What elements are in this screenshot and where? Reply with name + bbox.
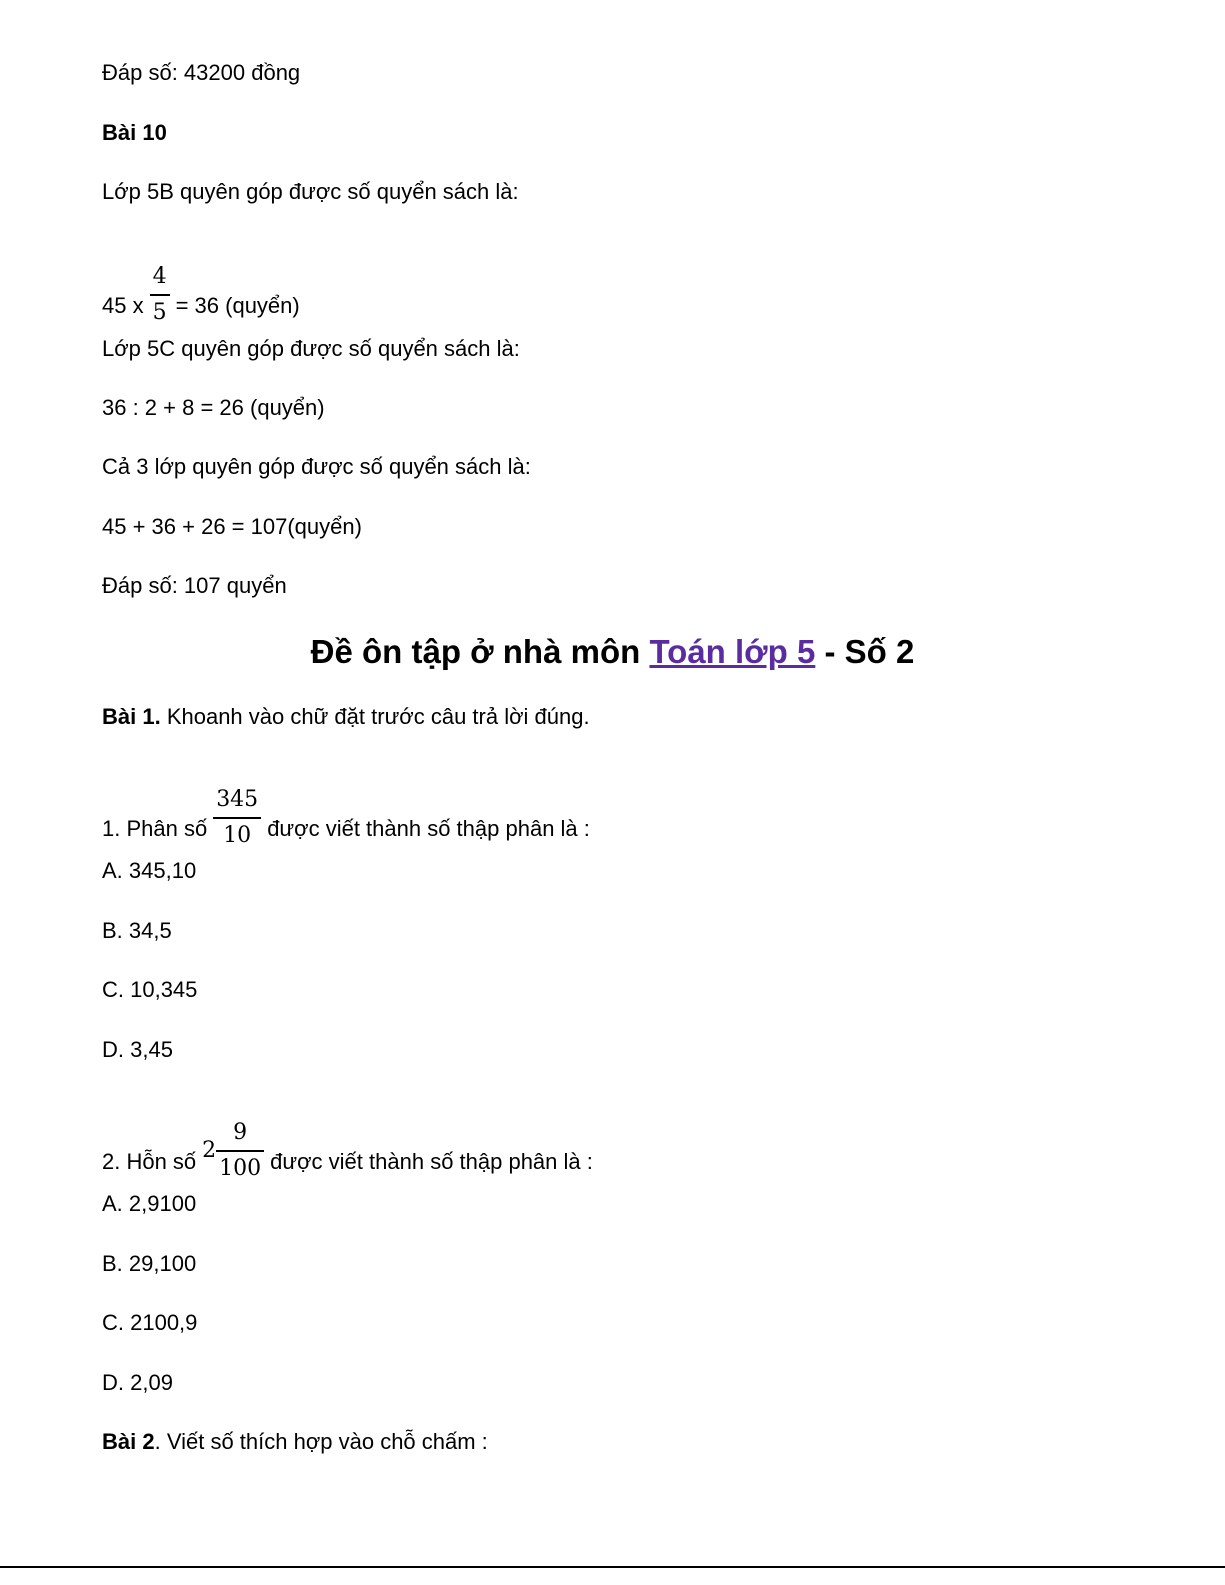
bai10-line-5c: Lớp 5C quyên góp được số quyển sách là: xyxy=(102,336,520,361)
calc-5b-result: = 36 (quyển) xyxy=(175,292,300,318)
calc-5b-prefix: 45 x xyxy=(102,292,144,318)
section-heading xyxy=(0,632,1225,672)
bai10-calc-5b xyxy=(102,264,300,338)
q1-option-c: C. 10,345 xyxy=(102,977,198,1002)
q1-suffix: được viết thành số thập phân là : xyxy=(267,815,590,841)
fraction-numerator: 4 xyxy=(150,264,170,296)
fraction-numerator: 345 xyxy=(213,787,261,819)
heading-suffix: - Số 2 xyxy=(815,633,915,670)
q2-suffix: được viết thành số thập phân là : xyxy=(270,1148,593,1174)
bai10-line-total: Cả 3 lớp quyên góp được số quyển sách là: xyxy=(102,454,531,479)
q1-option-a: A. 345,10 xyxy=(102,858,197,883)
question-1 xyxy=(102,787,590,861)
question-2 xyxy=(102,1120,593,1194)
heading-link-toan-lop-5[interactable]: Toán lớp 5 xyxy=(649,633,816,670)
q1-option-d: D. 3,45 xyxy=(102,1037,173,1062)
heading-prefix: Đề ôn tập ở nhà môn xyxy=(310,633,650,670)
q2-option-a: A. 2,9100 xyxy=(102,1191,197,1216)
bai10-title: Bài 10 xyxy=(102,120,167,145)
previous-answer: Đáp số: 43200 đồng xyxy=(102,60,301,85)
q1-option-b: B. 34,5 xyxy=(102,918,172,943)
q1-prefix: 1. Phân số xyxy=(102,815,208,841)
bai10-answer: Đáp số: 107 quyển xyxy=(102,573,287,598)
fraction-4-5 xyxy=(150,264,170,326)
fraction-numerator: 9 xyxy=(216,1120,264,1152)
fraction-denominator: 5 xyxy=(152,300,167,325)
page-bottom-rule xyxy=(0,1566,1225,1568)
bai10-calc-5c: 36 : 2 + 8 = 26 (quyển) xyxy=(102,395,325,420)
fraction-denominator: 100 xyxy=(219,1156,262,1181)
bai1-text: Khoanh vào chữ đặt trước câu trả lời đúng. xyxy=(160,704,590,729)
q2-option-d: D. 2,09 xyxy=(102,1370,173,1395)
bai10-line-5b: Lớp 5B quyên góp được số quyển sách là: xyxy=(102,179,519,204)
bai10-calc-total: 45 + 36 + 26 = 107(quyển) xyxy=(102,514,362,539)
fraction-denominator: 10 xyxy=(223,823,252,848)
bai1-label: Bài 1. xyxy=(102,704,161,729)
q2-option-b: B. 29,100 xyxy=(102,1251,197,1276)
bai1-instruction xyxy=(102,704,590,730)
fraction-9-100 xyxy=(216,1120,264,1182)
q2-prefix: 2. Hỗn số xyxy=(102,1148,197,1174)
fraction-345-10 xyxy=(213,787,261,849)
mixed-number-whole: 2 xyxy=(202,1138,217,1163)
q2-option-c: C. 2100,9 xyxy=(102,1310,198,1335)
bai2-instruction xyxy=(102,1429,488,1455)
bai2-label: Bài 2 xyxy=(102,1429,155,1454)
bai2-text: . Viết số thích hợp vào chỗ chấm : xyxy=(154,1429,488,1454)
